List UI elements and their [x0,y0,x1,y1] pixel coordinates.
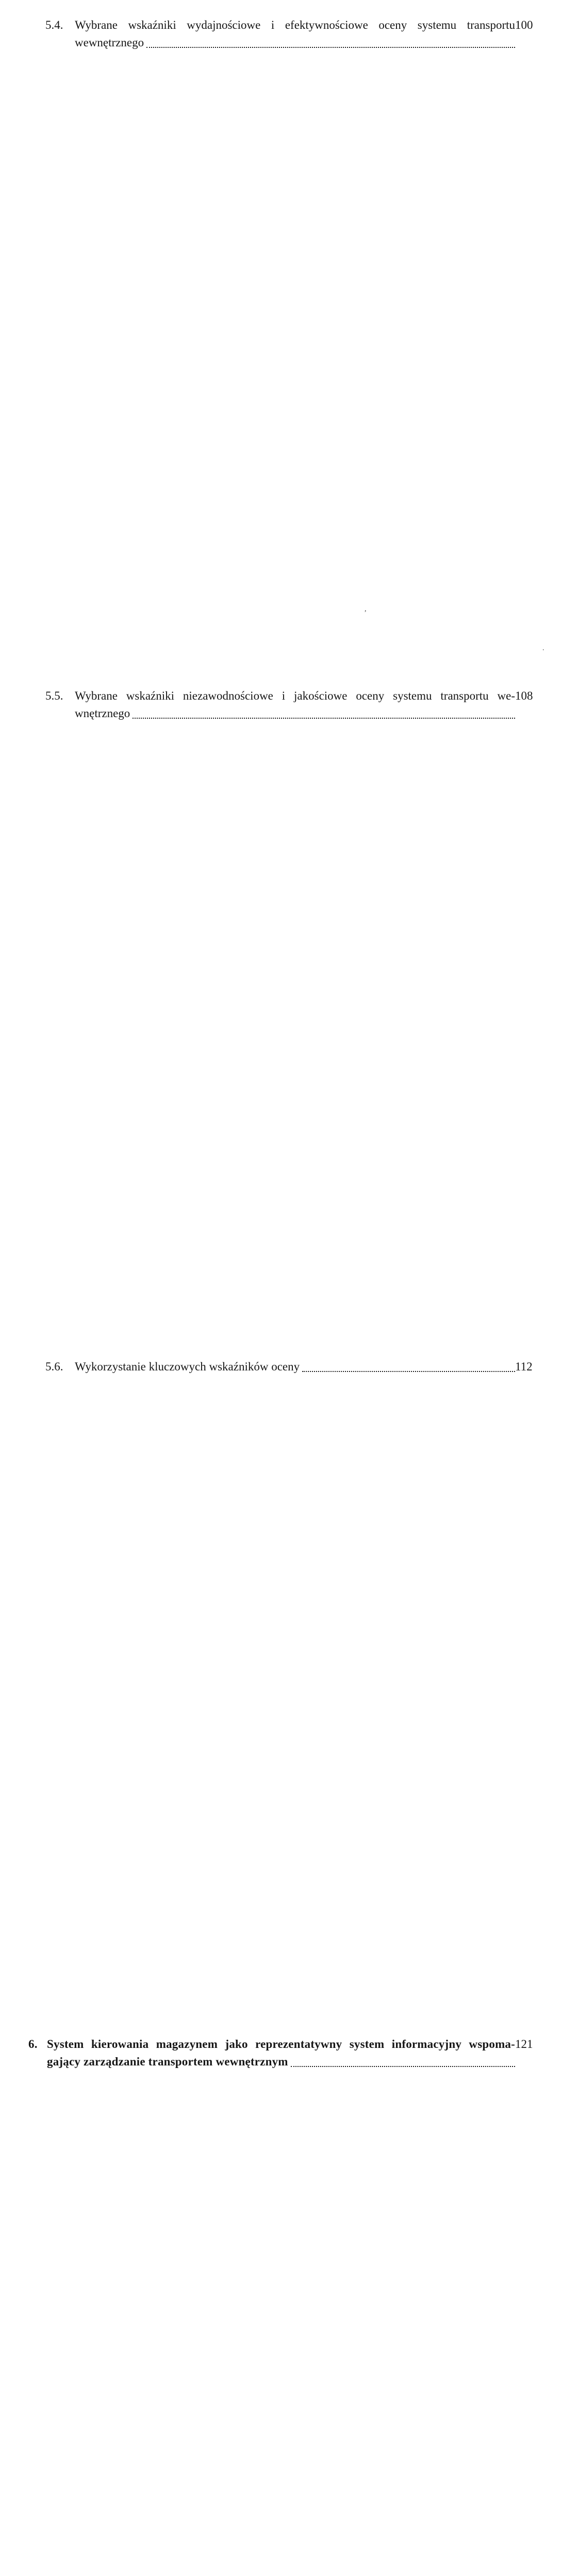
entry-page-number: 112 [515,1358,539,2029]
toc-entry [28,2036,539,2576]
entry-page-col [515,1358,539,2029]
entry-body [75,1358,515,2029]
scan-speck: , [365,605,367,613]
entry-title-text: wnętrznego [75,707,130,720]
entry-title-line: Wybrane wskaźniki niezawodnościowe i jakościowe oceny systemu transportu we- [75,689,515,702]
entry-last-line [47,2053,515,2071]
entry-last-line [75,1358,515,1376]
toc-entry [28,687,539,1358]
entry-page-col [515,687,539,1358]
entry-body [47,2036,515,2576]
entry-body [75,687,515,1358]
dot-leader [133,718,515,719]
toc-entry [28,16,539,687]
toc-entry [28,1358,539,2029]
entry-number: 5.5. [45,689,63,702]
entry-title-line: System kierowania magazynem jako reprezentatywny system informacyjny wspoma- [47,2038,515,2050]
entry-number: 5.6. [45,1360,63,1373]
entry-number: 6. [28,2038,38,2050]
entry-number: 5.4. [45,19,63,31]
dot-leader [302,1371,515,1372]
entry-page-number: 108 [515,687,539,1358]
entry-title-text: gający zarządzanie transportem wewnętrznym [47,2055,288,2068]
entry-title-line: Wybrane wskaźniki wydajnościowe i efektywnościowe oceny systemu transportu [75,19,515,31]
entry-page-number: 100 [515,16,539,687]
entry-last-line [75,705,515,722]
entry-page-number: 121 [515,2036,539,2576]
entry-title-text: Wykorzystanie kluczowych wskaźników oceny [75,1360,300,1373]
scan-speck: . [542,645,544,652]
toc-list [28,16,539,2576]
entry-body [75,16,515,687]
entry-title-text: wewnętrznego [75,36,144,49]
dot-leader [291,2066,515,2067]
entry-page-col [515,2036,539,2576]
entry-page-col [515,16,539,687]
entry-last-line [75,34,515,52]
dot-leader [146,47,515,48]
